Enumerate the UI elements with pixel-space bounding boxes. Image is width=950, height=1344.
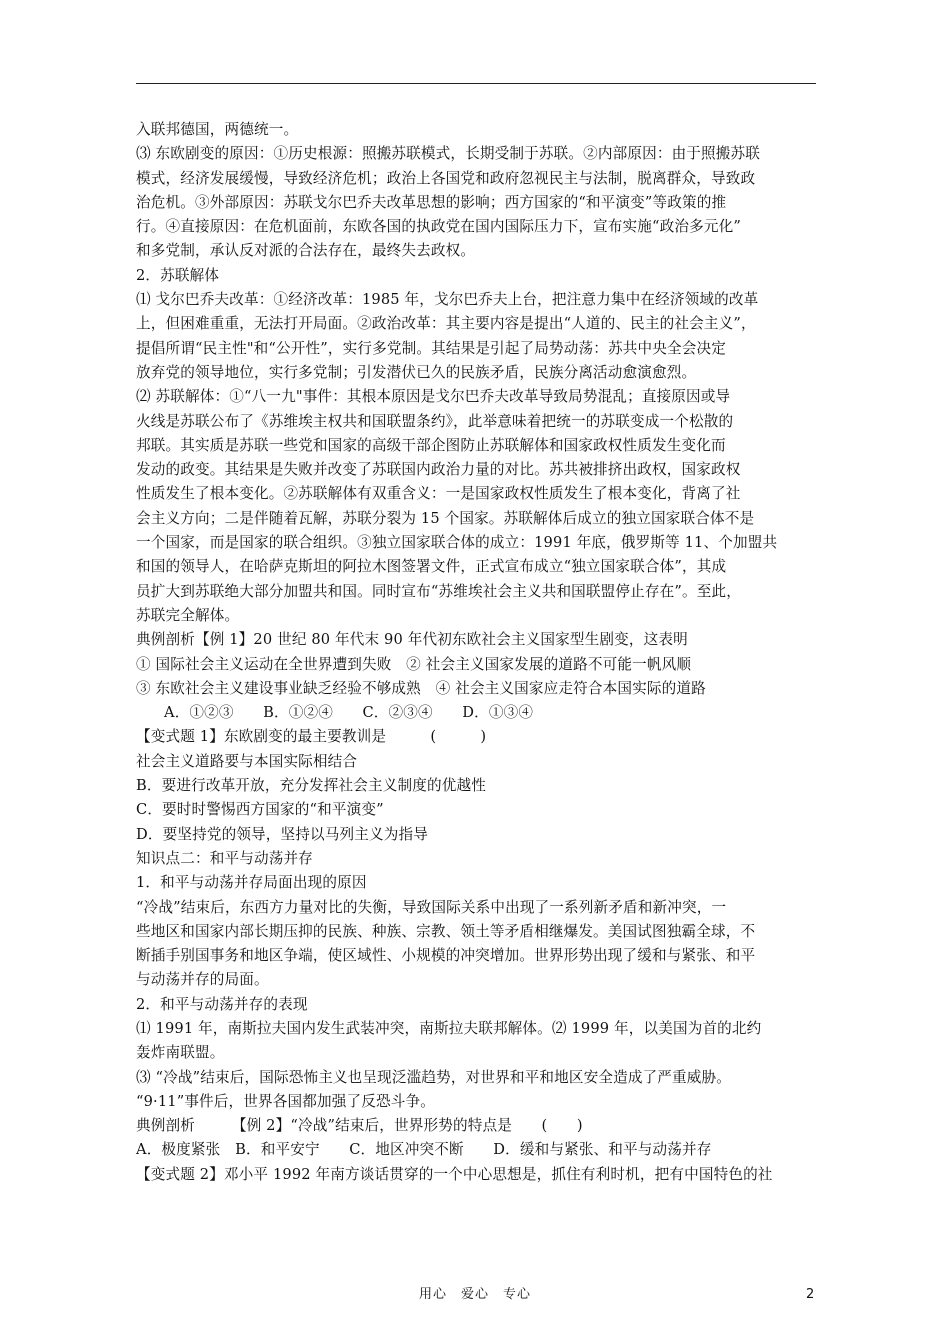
question-option: B．要进行改革开放，充分发挥社会主义制度的优越性 [136,777,486,795]
text-line: 些地区和国家内部长期压抑的民族、种族、宗教、领土等矛盾相继爆发。美国试图独霸全球，不 [136,922,756,940]
text-line: 苏联完全解体。 [136,606,240,624]
question-option: ③ 东欧社会主义建设事业缺乏经验不够成熟 ④ 社会主义国家应走符合本国实际的道路 [136,679,706,697]
text-line: 提倡所谓“民主性"和“公开性”，实行多党制。其结果是引起了局势动荡：苏共中央全会决定 [136,339,726,357]
text-line: 会主义方向；二是伴随着瓦解，苏联分裂为 15 个国家。苏联解体后成立的独立国家联合体不是 [136,509,755,527]
section-heading: 2．苏联解体 [136,266,220,284]
text-line: 行。④直接原因：在危机面前，东欧各国的执政党在国内国际压力下，宣布实施“政治多元化” [136,218,741,236]
text-line: 治危机。③外部原因：苏联戈尔巴乔夫改革思想的影响；西方国家的“和平演变”等政策的推 [136,193,727,211]
text-line: 邦联。其实质是苏联一些党和国家的高级干部企图防止苏联解体和国家政权性质发生变化而 [136,436,726,454]
text-line: 与动荡并存的局面。 [136,971,269,989]
text-line: 放弃党的领导地位，实行多党制；引发潜伏已久的民族矛盾，民族分离活动愈演愈烈。 [136,363,697,381]
variant-question: 【变式题 2】邓小平 1992 年南方谈话贯穿的一个中心思想是，抓住有利时机，把有中国特色的社 [136,1165,773,1183]
page-body [136,118,826,1187]
text-line: ⑵ 苏联解体：①“八一九"事件：其根本原因是戈尔巴乔夫改革导致局势混乱；直接原因或导 [136,388,731,406]
text-line: 入联邦德国，两德统一。 [136,121,299,138]
question-option: C．要时时警惕西方国家的“和平演变” [136,801,384,819]
text-line: ⑶ 东欧剧变的原因：①历史根源：照搬苏联模式，长期受制于苏联。②内部原因：由于照搬苏联 [136,145,761,163]
variant-question: 【变式题 1】东欧剧变的最主要教训是 ( ) [136,728,487,746]
footer-text: 用心 爱心 专心 [418,1287,531,1302]
question-option: ① 国际社会主义运动在全世界遭到失败 ② 社会主义国家发展的道路不可能一帆风顺 [136,655,692,673]
text-line: ⑴ 戈尔巴乔夫改革：①经济改革：1985 年，戈尔巴乔夫上台，把注意力集中在经济领域的改革 [136,291,759,309]
question-option: 社会主义道路要与本国实际相结合 [136,752,358,770]
text-line: 轰炸南联盟。 [136,1044,225,1062]
answer-choices: A．①②③ B．①②④ C．②③④ D．①③④ [164,704,534,722]
text-line: 上，但困难重重，无法打开局面。②政治改革：其主要内容是提出“人道的、民主的社会主义”， [136,315,756,333]
text-line: 一个国家，而是国家的联合组织。③独立国家联合体的成立：1991 年底，俄罗斯等 11、个加盟共 [136,534,778,552]
text-line: ⑶ “冷战”结束后，国际恐怖主义也呈现泛滥趋势，对世界和平和地区安全造成了严重威胁。 [136,1068,732,1086]
text-line: ⑴ 1991 年，南斯拉夫国内发生武装冲突，南斯拉夫联邦解体。⑵ 1999 年，以美国为首的北约 [136,1019,762,1037]
section-heading: 2．和平与动荡并存的表现 [136,995,308,1013]
text-line: 性质发生了根本变化。②苏联解体有双重含义：一是国家政权性质发生了根本变化，背离了社 [136,485,741,503]
text-line: 和多党制，承认反对派的合法存在，最终失去政权。 [136,242,476,260]
text-line: “冷战”结束后，东西方力量对比的失衡，导致国际关系中出现了一系列新矛盾和新冲突，一 [136,898,727,916]
page-number: 2 [806,1287,815,1302]
text-line: 火线是苏联公布了《苏维埃主权共和国联盟条约》，此举意味着把统一的苏联变成一个松散的 [136,412,734,430]
header-rule [136,83,816,84]
text-line: 发动的政变。其结果是失败并改变了苏联国内政治力量的对比。苏共被排挤出政权，国家政权 [136,461,741,479]
text-line: 员扩大到苏联绝大部分加盟共和国。同时宣布“苏维埃社会主义共和国联盟停止存在”。至此， [136,582,741,600]
text-line: “9·11”事件后，世界各国都加强了反恐斗争。 [136,1092,435,1110]
example-question: 典例剖析【例 1】20 世纪 80 年代末 90 年代初东欧社会主义国家型生剧变，这表明 [136,631,688,649]
section-heading: 知识点二：和平与动荡并存 [136,849,313,867]
question-option: D．要坚持党的领导，坚持以马列主义为指导 [136,825,428,843]
answer-choices: A．极度紧张 B．和平安宁 C．地区冲突不断 D．缓和与紧张、和平与动荡并存 [136,1141,712,1159]
text-line: 和国的领导人，在哈萨克斯坦的阿拉木图签署文件，正式宣布成立“独立国家联合体”，其成 [136,558,727,576]
text-line: 断插手别国事务和地区争端，使区域性、小规模的冲突增加。世界形势出现了缓和与紧张、和平 [136,947,756,965]
section-heading: 1．和平与动荡并存局面出现的原因 [136,874,367,892]
example-question: 典例剖析 【例 2】“冷战”结束后，世界形势的特点是 ( ) [136,1117,583,1135]
text-line: 模式，经济发展缓慢，导致经济危机；政治上各国党和政府忽视民主与法制，脱离群众，导致政 [136,169,756,187]
